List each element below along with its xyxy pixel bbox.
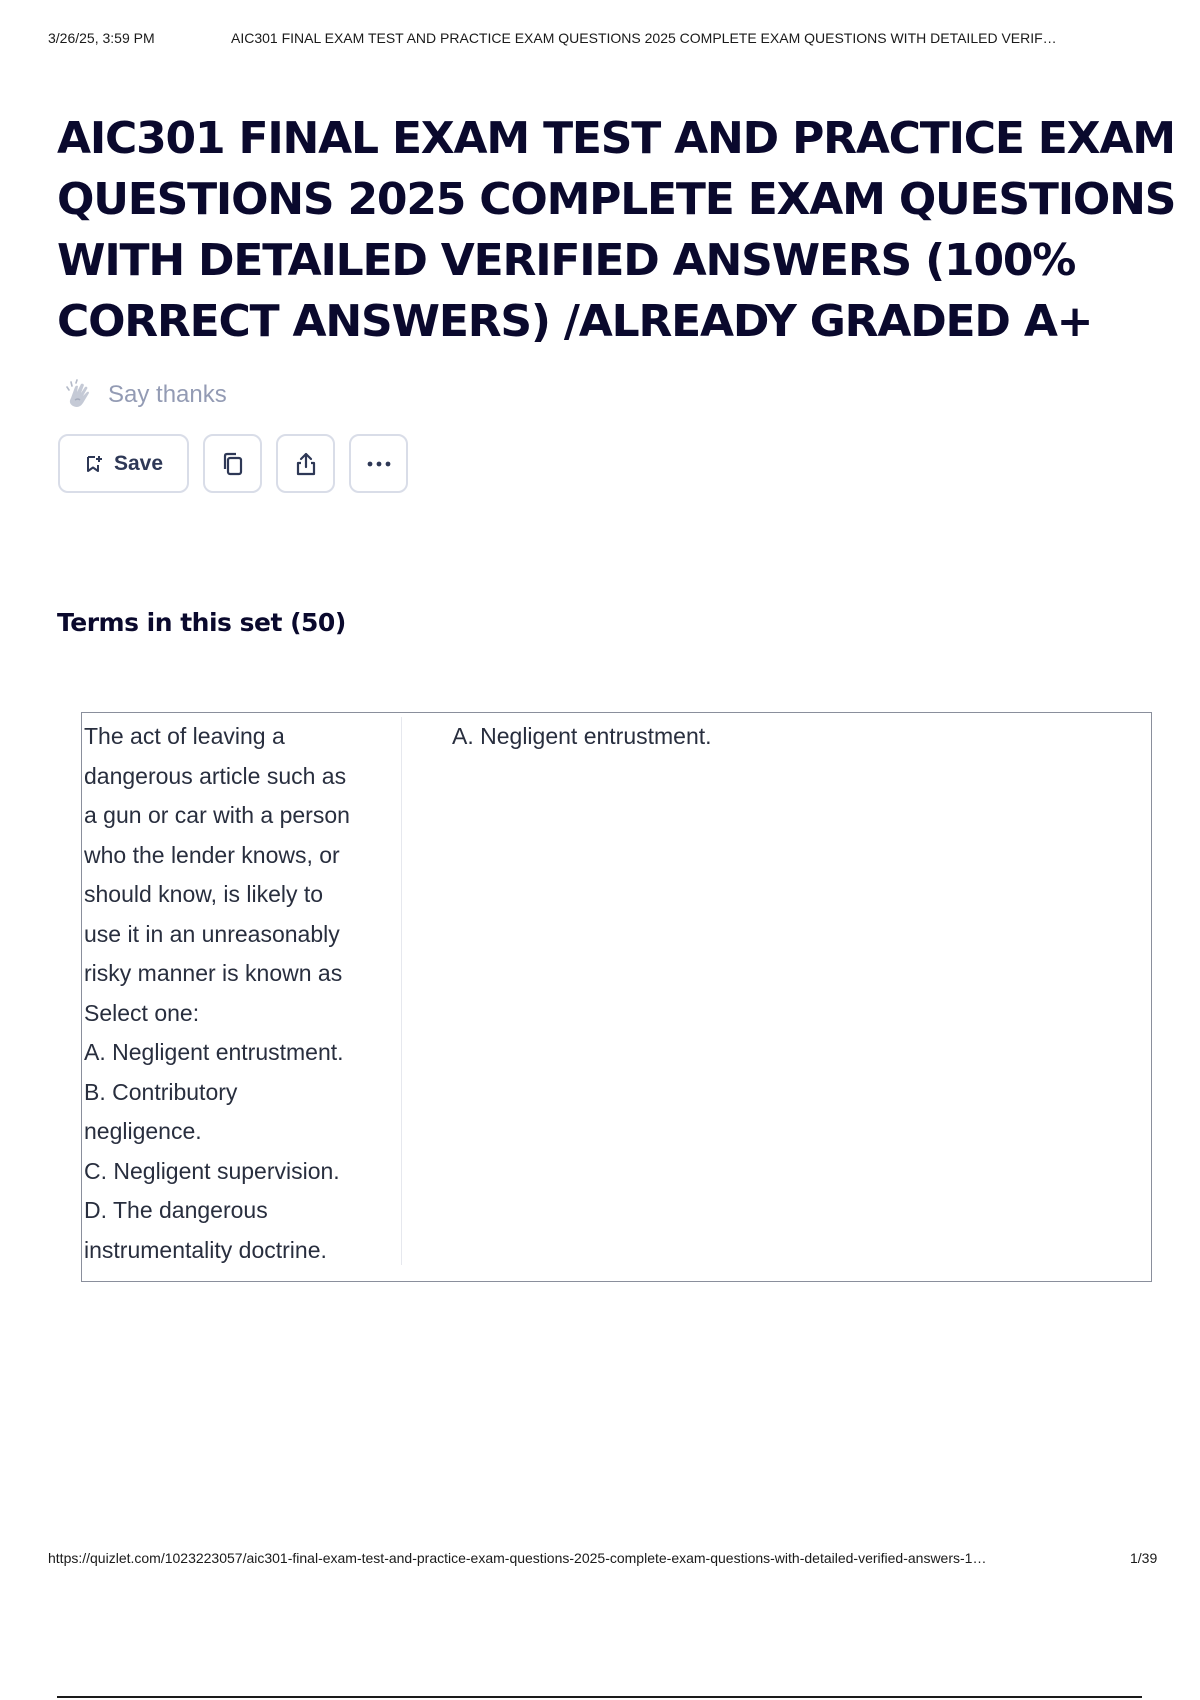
term-line: Select one: [84, 999, 200, 1026]
term-line: who the lender knows, or [84, 841, 340, 868]
save-button[interactable] [58, 434, 189, 493]
title-line: WITH DETAILED VERIFIED ANSWERS (100% [57, 235, 1076, 286]
toolbar [58, 434, 408, 493]
page-title [57, 108, 1187, 352]
clapping-hands-icon [62, 378, 96, 412]
print-footer [48, 1550, 1182, 1566]
page-number: 1/39 [1130, 1550, 1158, 1566]
say-thanks-button[interactable] [62, 378, 227, 412]
more-horizontal-icon [365, 459, 393, 469]
definition-text: A. Negligent entrustment. [452, 723, 712, 749]
title-line: QUESTIONS 2025 COMPLETE EXAM QUESTIONS [57, 174, 1176, 225]
term-text [84, 717, 402, 1265]
term-line: B. Contributory [84, 1078, 238, 1105]
term-line: D. The dangerous [84, 1197, 268, 1223]
copy-icon [220, 451, 246, 477]
divider [57, 1696, 1142, 1698]
term-line: A. Negligent entrustment. [84, 1039, 344, 1065]
title-line: CORRECT ANSWERS) /ALREADY GRADED A+ [57, 296, 1093, 347]
print-timestamp: 3/26/25, 3:59 PM [48, 30, 155, 46]
term-line: The act of leaving a [84, 723, 285, 749]
terms-heading: Terms in this set (50) [57, 608, 346, 637]
print-doc-title: AIC301 FINAL EXAM TEST AND PRACTICE EXAM QUESTIONS 2025 COMPLETE EXAM QUESTIONS WITH DETAILED VERIF… [231, 30, 1057, 46]
title-line: AIC301 FINAL EXAM TEST AND PRACTICE EXAM [57, 113, 1175, 164]
say-thanks-label: Say thanks [108, 381, 227, 408]
term-line: should know, is likely to [84, 881, 324, 907]
save-label: Save [113, 451, 164, 475]
term-line: instrumentality doctrine. [84, 1236, 327, 1263]
term-line: negligence. [84, 1118, 202, 1144]
term-line: dangerous article such as [84, 762, 347, 789]
term-line: a gun or car with a person [84, 802, 350, 828]
copy-button[interactable] [203, 434, 262, 493]
bookmark-add-icon [84, 454, 104, 474]
term-line: risky manner is known as [84, 960, 343, 986]
print-header [48, 30, 1182, 46]
share-icon [293, 451, 319, 477]
term-line: use it in an unreasonably [84, 920, 340, 947]
share-button[interactable] [276, 434, 335, 493]
print-url: https://quizlet.com/1023223057/aic301-final-exam-test-and-practice-exam-questions-2025-complete-exam-questions-with-detailed-verified-answers-1… [48, 1550, 987, 1566]
term-card [81, 712, 1152, 1282]
more-options-button[interactable] [349, 434, 408, 493]
term-line: C. Negligent supervision. [84, 1157, 340, 1184]
